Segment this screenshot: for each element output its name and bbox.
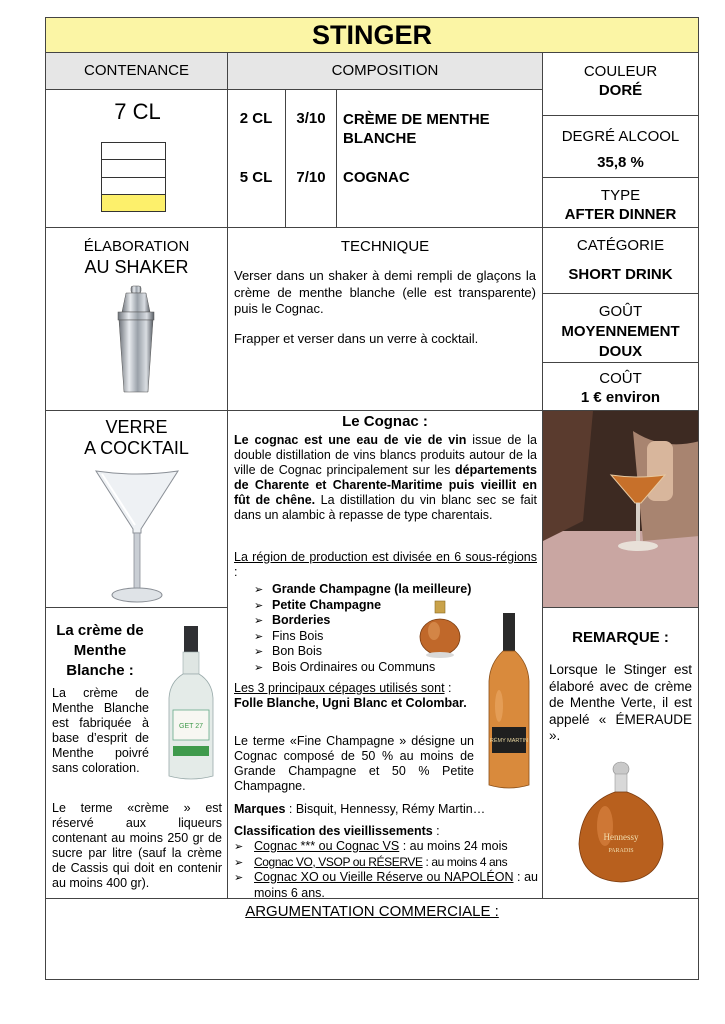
creme-text-2: Le terme «crème » est réservé aux liqueurs contenant au moins 250 gr de sucre par litre (sauf la crème de Cassis qui doit en contenir au moins 400 gr). (52, 801, 222, 890)
verre-line1: VERRE (105, 417, 168, 437)
type-value: AFTER DINNER (564, 206, 677, 223)
type-cell (542, 177, 699, 228)
cocktail-glass-image (92, 467, 182, 607)
header-composition (227, 52, 543, 90)
list-item: ➢ Cognac VO, VSOP ou RÉSERVE : au moins 4 ans (232, 855, 538, 871)
cognac-cepages-heading: Les 3 principaux cépages utilisés sont (234, 681, 445, 695)
remarque-cell (542, 607, 699, 899)
elaboration-line1: ÉLABORATION (83, 238, 190, 255)
cognac-fine-champagne: Le terme «Fine Champagne » désigne un Cognac composé de 50 % au moins de Grande Champagne et 50 % Petite Champagne. (234, 734, 474, 793)
list-item: ➢ Bois Ordinaires ou Communs (252, 660, 542, 676)
argumentation-label: ARGUMENTATION COMMERCIALE : (245, 903, 499, 920)
cognac-cepages-colon: : (444, 681, 452, 695)
contenance-cell (45, 89, 228, 228)
composition-cl-2: 5 CL (239, 169, 273, 186)
cognac-marques-label: Marques (234, 802, 286, 816)
hennessy-sublabel: PARADIS (608, 848, 634, 854)
degre-cell (542, 115, 699, 178)
cognac-intro-rest2: La distillation du vin blanc sec se fait dans un alambic à repasse de type charentais. (234, 493, 537, 522)
cognac-decanter-image (414, 599, 466, 659)
cognac-classification (234, 824, 537, 839)
cognac-marques-list: : Bisquit, Hennessy, Rémy Martin… (285, 802, 486, 816)
composition-ingredient-1: CRÈME DE MENTHE BLANCHE (343, 111, 490, 147)
couleur-value: DORÉ (598, 82, 643, 99)
hennessy-paradis-bottle-image (571, 760, 671, 884)
cout-value: 1 € environ (580, 389, 661, 406)
categorie-value: SHORT DRINK (568, 266, 673, 283)
cognac-region (234, 550, 537, 580)
cognac-intro-bold: Le cognac est une eau de vie de vin (234, 433, 467, 447)
creme-text-1: La crème de Menthe Blanche est fabriquée à base d’esprit de Menthe poivré sans coloration. (52, 686, 149, 775)
list-item: ➢ Grande Champagne (la meilleure) (252, 582, 542, 598)
cognac-marques (234, 802, 537, 817)
list-item: ➢ Cognac *** ou Cognac VS : au moins 24 mois (232, 839, 538, 855)
composition-ratio-2: 7/10 (296, 169, 326, 186)
composition-ratio-1: 3/10 (296, 110, 326, 127)
composition-ingredient-2: COGNAC (343, 169, 410, 186)
shaker-image (106, 284, 166, 396)
gout-cell (542, 293, 699, 363)
cognac-intro (234, 433, 537, 523)
technique-label: TECHNIQUE (340, 238, 430, 255)
categorie-label: CATÉGORIE (576, 237, 665, 254)
stinger-photo-cell (542, 410, 699, 608)
degre-value: 35,8 % (597, 154, 644, 171)
remarque-title: REMARQUE : (572, 629, 669, 646)
list-item: ➢ Petite Champagne (252, 598, 542, 614)
contenance-value: 7 CL (114, 99, 161, 124)
verre-cell (45, 410, 228, 608)
gout-label: GOÛT (598, 303, 643, 320)
technique-text-2: Frapper et verser dans un verre à cocktail. (234, 330, 479, 346)
cognac-class-colon: : (432, 824, 440, 838)
cognac-region-colon: : (234, 565, 238, 579)
couleur-cell (542, 52, 699, 116)
technique-text-1: Verser dans un shaker à demi rempli de glaçons la crème de menthe blanche (elle est transparente) puis le Cognac. (234, 268, 536, 316)
elaboration-cell (45, 227, 228, 411)
cognac-title: Le Cognac : (342, 413, 428, 430)
creme-cell (45, 607, 228, 899)
creme-de-menthe-bottle-image (164, 624, 218, 784)
cognac-cell (227, 410, 543, 899)
header-contenance (45, 52, 228, 90)
cognac-cepages (234, 681, 474, 711)
page-title: STINGER (311, 20, 432, 50)
cout-cell (542, 362, 699, 411)
cognac-intro-rest1: issue de la double distillation de vins blancs produits autour de la ville de Cognac principalement sur les (234, 433, 538, 477)
creme-title: La crème de Menthe Blanche : (56, 622, 144, 679)
header-composition-label: COMPOSITION (331, 62, 439, 79)
header-contenance-label: CONTENANCE (83, 62, 189, 79)
list-item: ➢ Borderies (252, 613, 542, 629)
cognac-class-title: Classification des vieillissements (234, 824, 433, 838)
creme-bottle-label: GET 27 (179, 723, 203, 730)
list-item: ➢ Bon Bois (252, 644, 542, 660)
elaboration-line2: AU SHAKER (84, 257, 189, 277)
measure-fill (102, 195, 165, 211)
remarque-text: Lorsque le Stinger est élaboré avec de crème de Menthe Verte, il est appelé « ÉMERAUDE ». (549, 662, 692, 743)
categorie-cell (542, 227, 699, 294)
degre-label: DEGRÉ ALCOOL (561, 128, 680, 145)
gout-value: MOYENNEMENT DOUX (561, 323, 680, 360)
list-item: ➢ Fins Bois (252, 629, 542, 645)
stinger-cocktail-photo (543, 411, 699, 608)
title-bar (45, 17, 699, 53)
cognac-region-heading: La région de production est divisée en 6 sous-régions (234, 550, 537, 564)
remy-martin-bottle-image (484, 611, 534, 791)
list-item: ➢ Cognac XO ou Vieille Réserve ou NAPOLÉON : au moins 6 ans. (232, 870, 538, 901)
type-label: TYPE (600, 187, 641, 204)
cout-label: COÛT (599, 370, 642, 387)
cognac-classification-list (232, 839, 538, 901)
hennessy-label: Hennessy (603, 832, 639, 842)
couleur-label: COULEUR (583, 63, 658, 80)
composition-cl-1: 2 CL (239, 110, 273, 127)
cognac-cepages-list: Folle Blanche, Ugni Blanc et Colombar. (234, 696, 467, 710)
technique-cell (227, 227, 543, 411)
argumentation-cell (45, 898, 699, 980)
measure-glass (101, 142, 166, 212)
verre-line2: A COCKTAIL (84, 438, 189, 458)
remy-martin-label: RÉMY MARTIN (489, 738, 529, 744)
cognac-intro-bold2: départements de Charente et Charente-Maritime puis vieillit en fût de chêne. (234, 463, 537, 507)
